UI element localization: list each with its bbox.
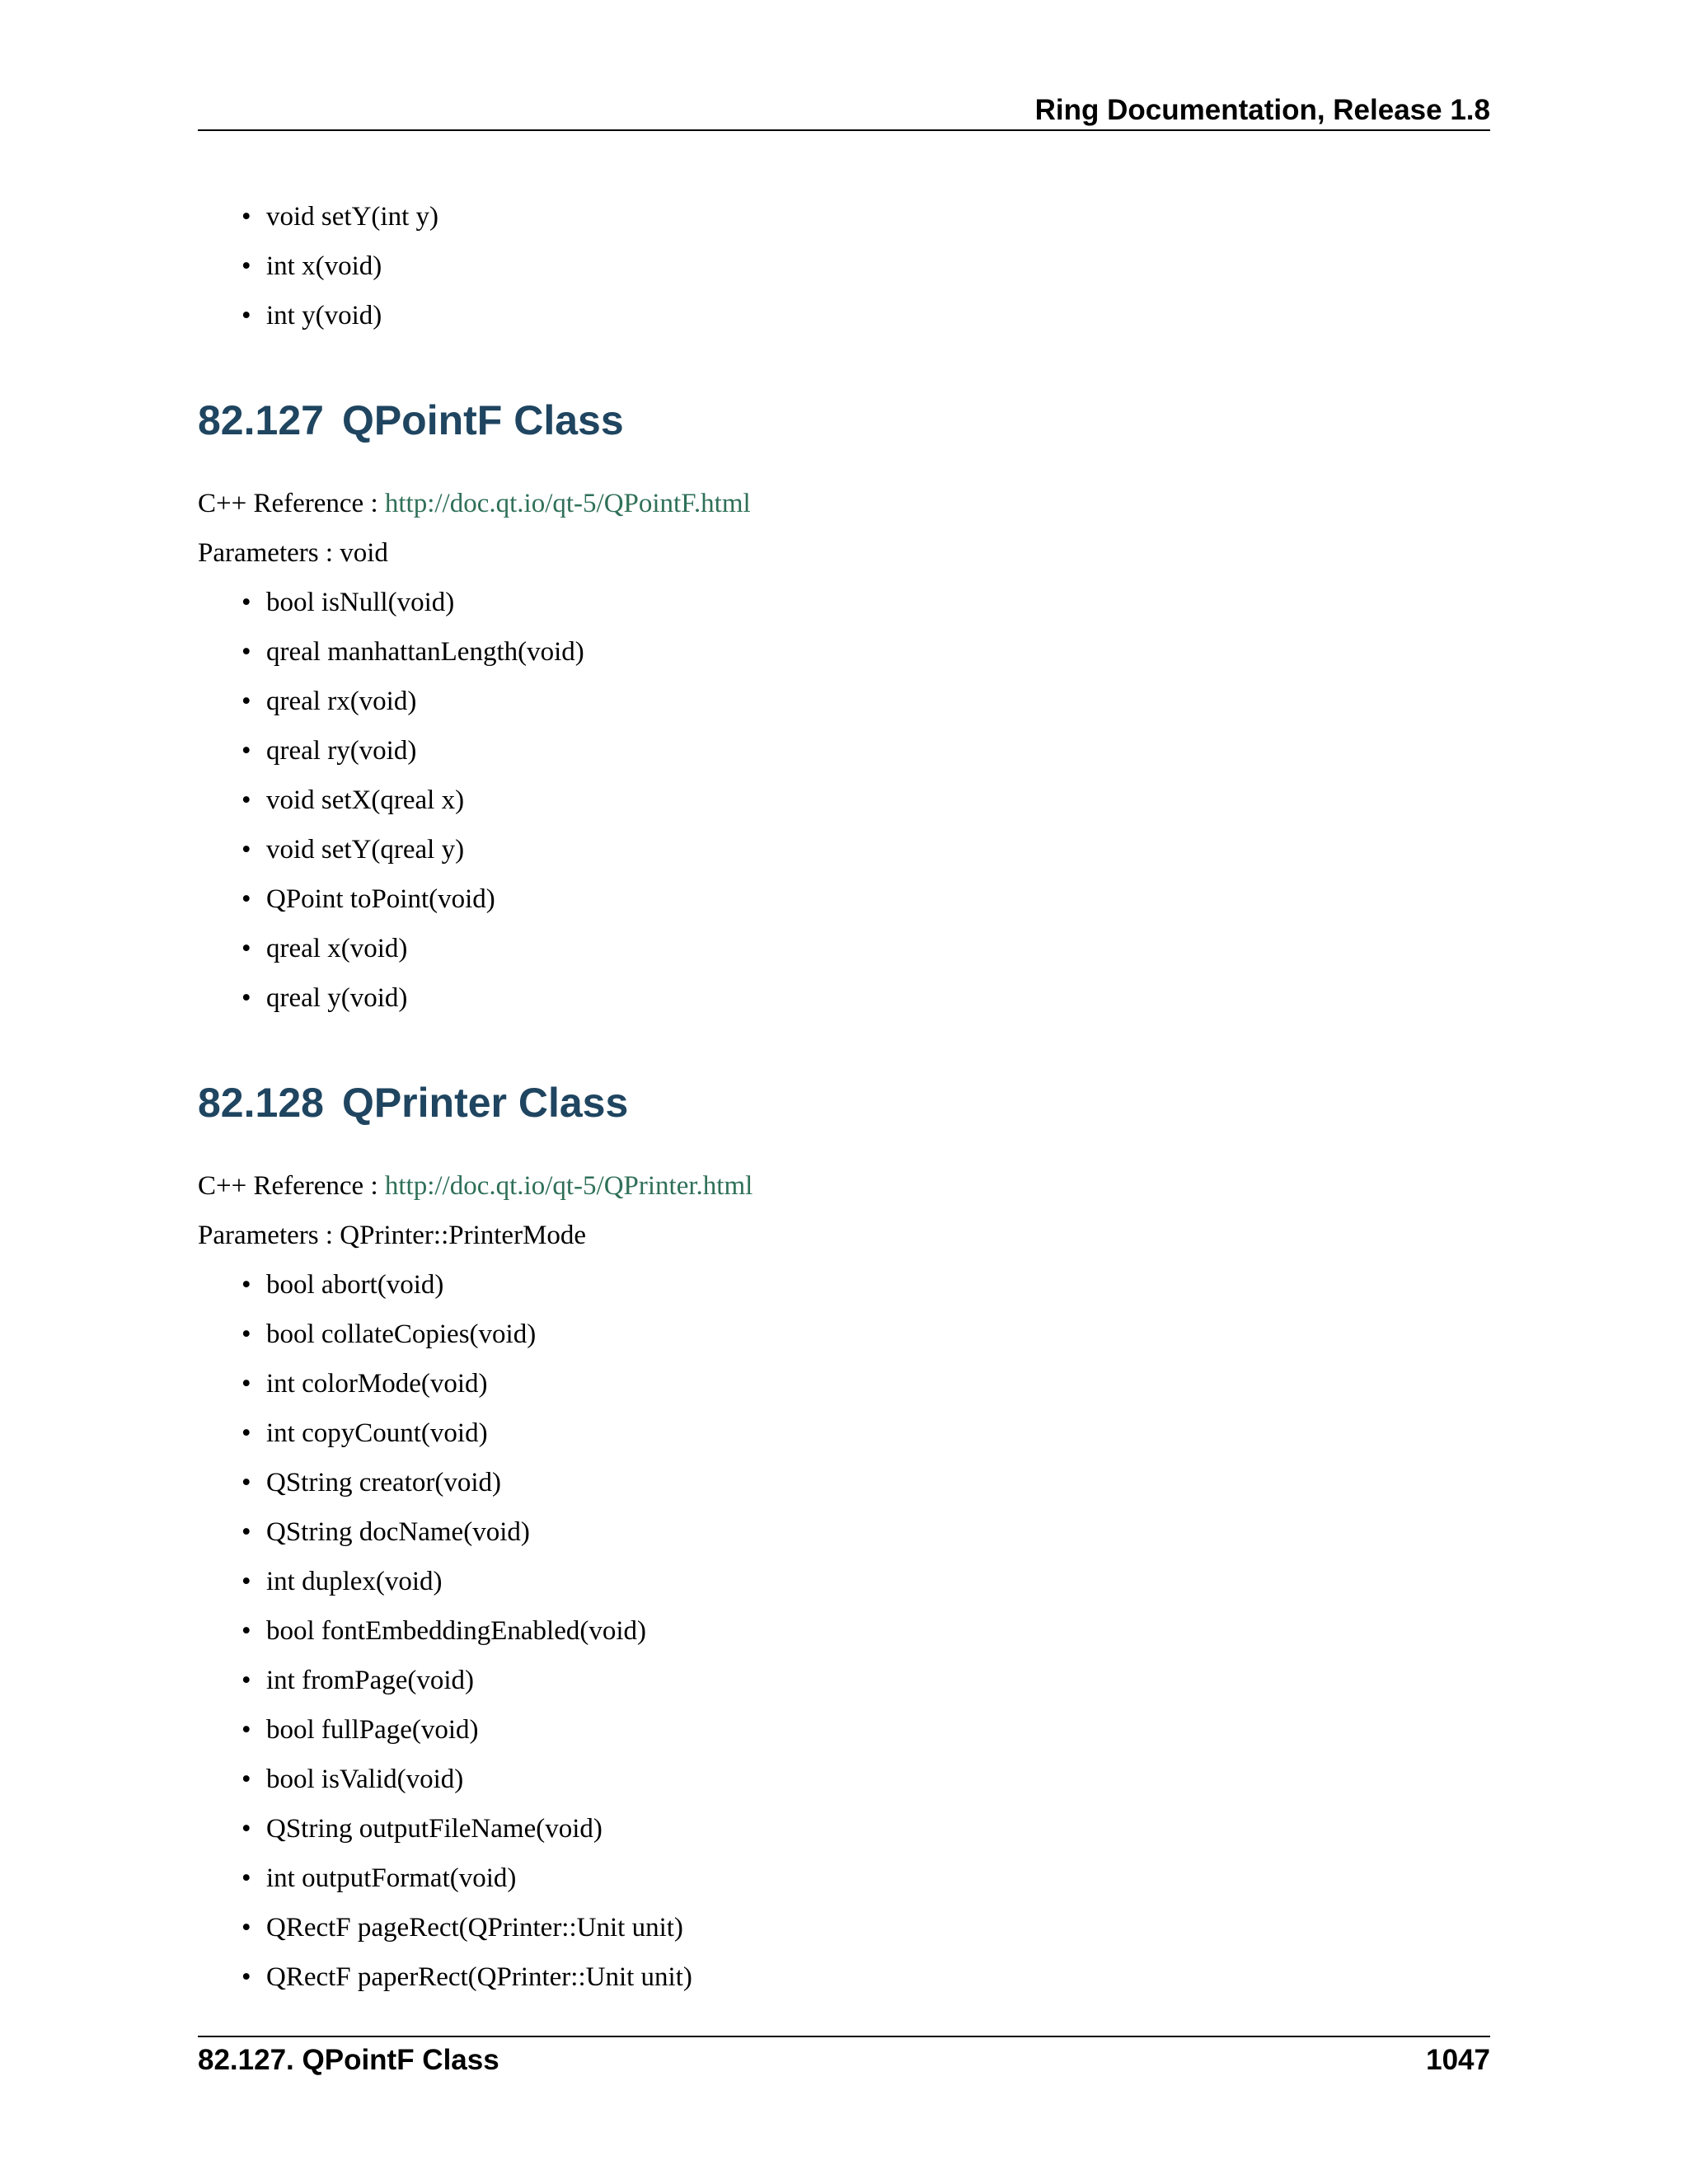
footer-divider (198, 2036, 1490, 2037)
section-title: QPrinter Class (341, 1080, 629, 1126)
parameters-line: Parameters : QPrinter::PrinterMode (198, 1221, 587, 1250)
list-item: • bool collateCopies(void) (198, 1314, 1490, 1363)
cpp-reference-line (198, 1165, 1490, 1215)
list-item: • int colorMode(void) (198, 1363, 1490, 1413)
section-number: 82.128 (198, 1080, 324, 1126)
cpp-reference-line (198, 483, 1490, 532)
intro-method-list (198, 196, 1490, 344)
list-item: • QString docName(void) (198, 1511, 1490, 1561)
list-item: • int outputFormat(void) (198, 1858, 1490, 1907)
list-item: • int fromPage(void) (198, 1660, 1490, 1709)
list-item: • bool fullPage(void) (198, 1709, 1490, 1759)
list-item: • QPoint toPoint(void) (198, 879, 1490, 928)
section-heading-qpointf (198, 394, 1490, 447)
list-item: • QRectF paperRect(QPrinter::Unit unit) (198, 1957, 1490, 2006)
running-header: Ring Documentation, Release 1.8 (1034, 94, 1490, 126)
parameters-line: Parameters : void (198, 538, 388, 568)
list-item: • bool abort(void) (198, 1264, 1490, 1314)
section-number: 82.127 (198, 397, 324, 443)
list-item: • QRectF pageRect(QPrinter::Unit unit) (198, 1907, 1490, 1957)
list-item: • qreal rx(void) (198, 681, 1490, 730)
header-divider (198, 129, 1490, 131)
list-item: • bool isNull(void) (198, 582, 1490, 631)
reference-link[interactable]: http://doc.qt.io/qt-5/QPrinter.html (384, 1171, 753, 1201)
list-item: • QString outputFileName(void) (198, 1808, 1490, 1858)
list-item: • int y(void) (198, 295, 1490, 344)
reference-link[interactable]: http://doc.qt.io/qt-5/QPointF.html (384, 489, 751, 518)
list-item: • void setX(qreal x) (198, 780, 1490, 829)
list-item: • int copyCount(void) (198, 1413, 1490, 1462)
list-item: • void setY(int y) (198, 196, 1490, 246)
section-title: QPointF Class (341, 397, 624, 443)
reference-label: C++ Reference : (198, 1171, 385, 1201)
reference-label: C++ Reference : (198, 489, 385, 518)
qprinter-method-list (198, 1264, 1490, 2006)
list-item: • void setY(qreal y) (198, 829, 1490, 879)
list-item: • qreal y(void) (198, 977, 1490, 1027)
footer-section-title: 82.127. QPointF Class (198, 2044, 499, 2076)
page-content (198, 196, 1490, 2006)
list-item: • qreal manhattanLength(void) (198, 631, 1490, 681)
section-heading-qprinter (198, 1076, 1490, 1129)
list-item: • qreal ry(void) (198, 730, 1490, 780)
page-number: 1047 (1426, 2044, 1490, 2076)
list-item: • bool fontEmbeddingEnabled(void) (198, 1610, 1490, 1660)
list-item: • qreal x(void) (198, 928, 1490, 977)
list-item: • int x(void) (198, 246, 1490, 295)
list-item: • bool isValid(void) (198, 1759, 1490, 1808)
list-item: • int duplex(void) (198, 1561, 1490, 1610)
document-page (198, 0, 1490, 2184)
list-item: • QString creator(void) (198, 1462, 1490, 1511)
qpointf-method-list (198, 582, 1490, 1027)
